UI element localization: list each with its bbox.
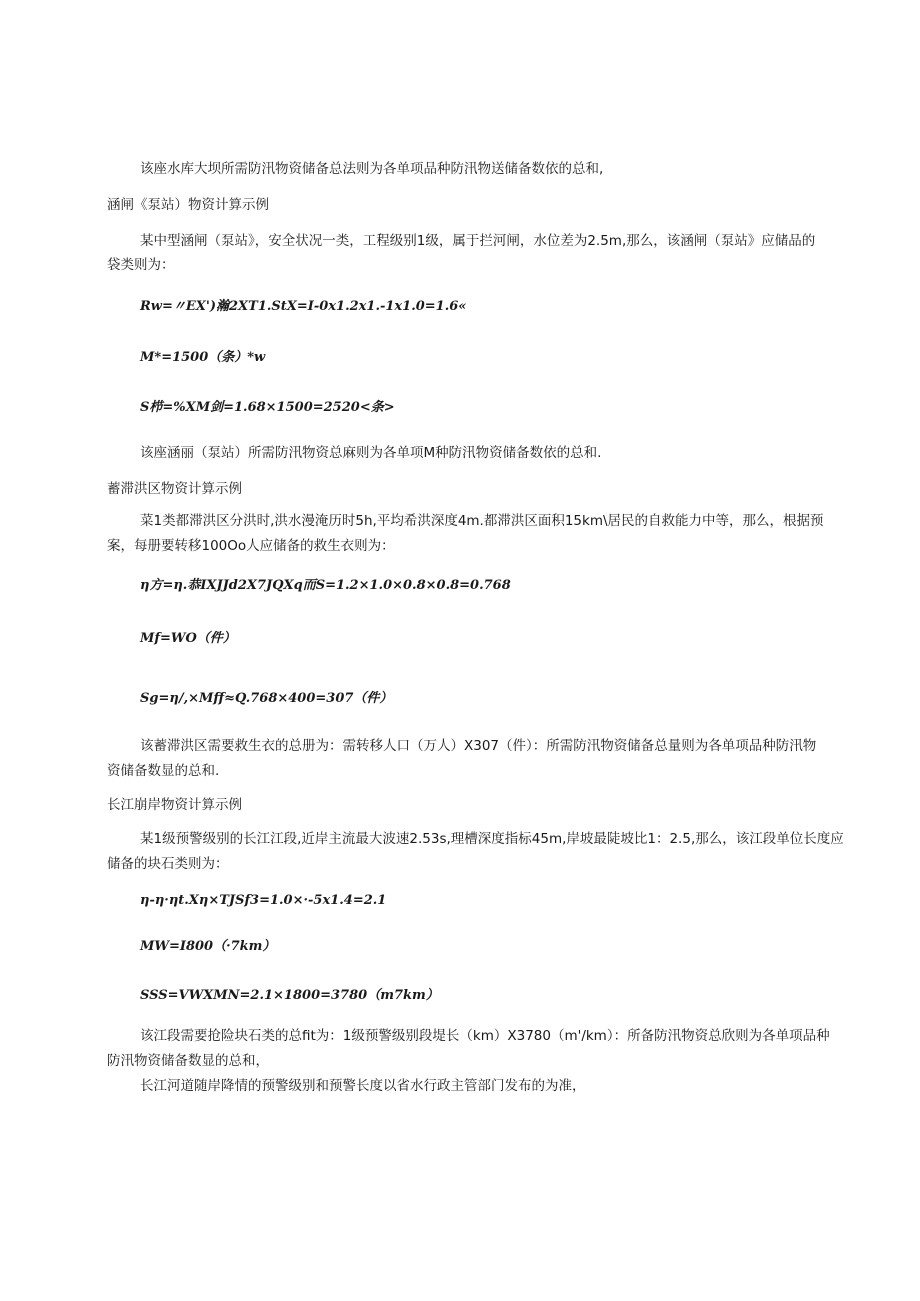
- bank-note: 长江河道随岸降情的预警级别和预警长度以省水行政主管部门发布的为准，: [140, 1078, 586, 1094]
- bank-paragraph-line2: 储备的块石类则为：: [107, 856, 229, 872]
- flood-formula-quota: Mf=WO（件）: [140, 631, 236, 646]
- sluice-heading: 涵闸《泵站）物资计算示例: [107, 197, 269, 213]
- intro-paragraph: 该座水库大坝所需防汛物资储备总法则为各单项品种防汛物送储备数依的总和,: [140, 161, 604, 177]
- bank-formula-ratio: η-η·ηt.Xη×TJSf3=1.0×·-5x1.4=2.1: [140, 893, 387, 908]
- sluice-summary: 该座涵丽（泵站）所需防汛物资总麻则为各单项M种防汛物资储备数依的总和.: [140, 445, 602, 461]
- bank-summary-line1: 该江段需要抢险块石类的总fit为：1级预警级别段堤长（km）X3780（m'/km）：所备防汛物资总欣则为各单项品种: [140, 1028, 830, 1044]
- bank-formula-quota: MW=I800（·7km）: [140, 939, 276, 954]
- flood-formula-ratio: η方=η.恭IXJJd2X7JQXq而S=1.2×1.0×0.8×0.8=0.768: [140, 578, 511, 593]
- flood-paragraph-line2: 案，每册要转移100Oo人应储备的救生衣则为：: [107, 538, 395, 554]
- bank-paragraph-line1: 某1级预警级别的长江江段,近岸主流最大波速2.53s,理槽深度指标45m,岸坡最陡坡比1：2.5,那么，该江段单位长度应: [140, 831, 844, 847]
- bank-summary-line2: 防汛物资储备数显的总和，: [107, 1053, 269, 1069]
- sluice-formula-quota: M*=1500（条）*w: [140, 350, 266, 365]
- flood-formula-total: Sg=η/,×Mff≈Q.768×400=307（件）: [140, 691, 393, 706]
- bank-formula-total: SSS=VWXMN=2.1×1800=3780（m7km）: [140, 988, 439, 1003]
- sluice-paragraph-line1: 某中型涵闸（泵站》，安全状况一类，工程级别1级，属于拦河闸，水位差为2.5m,那么，该涵闸（泵站》应储品的: [140, 233, 816, 249]
- sluice-formula-total: S栉=%XM剑=1.68×1500=2520<条>: [140, 400, 395, 415]
- sluice-paragraph-line2: 袋类则为：: [107, 257, 175, 273]
- flood-summary-line2: 资储备数显的总和.: [107, 763, 220, 779]
- flood-paragraph-line1: 菜1类都滞洪区分洪时,洪水漫淹历时5h,平均希洪深度4m.都滞洪区面积15km\居民的自救能力中等，那么，根据预: [140, 513, 824, 529]
- flood-heading: 蓄滞洪区物资计算示例: [107, 481, 242, 497]
- sluice-formula-ratio: Rw=〃EX')瀚2XT1.StX=I-0x1.2x1.-1x1.0=1.6«: [140, 299, 467, 314]
- flood-summary-line1: 该蓄滞洪区需要救生衣的总册为：需转移人口（万人）X307（件）：所需防汛物资储备总量则为各单项品种防汛物: [140, 738, 817, 754]
- bank-heading: 长江崩岸物资计算示例: [107, 797, 242, 813]
